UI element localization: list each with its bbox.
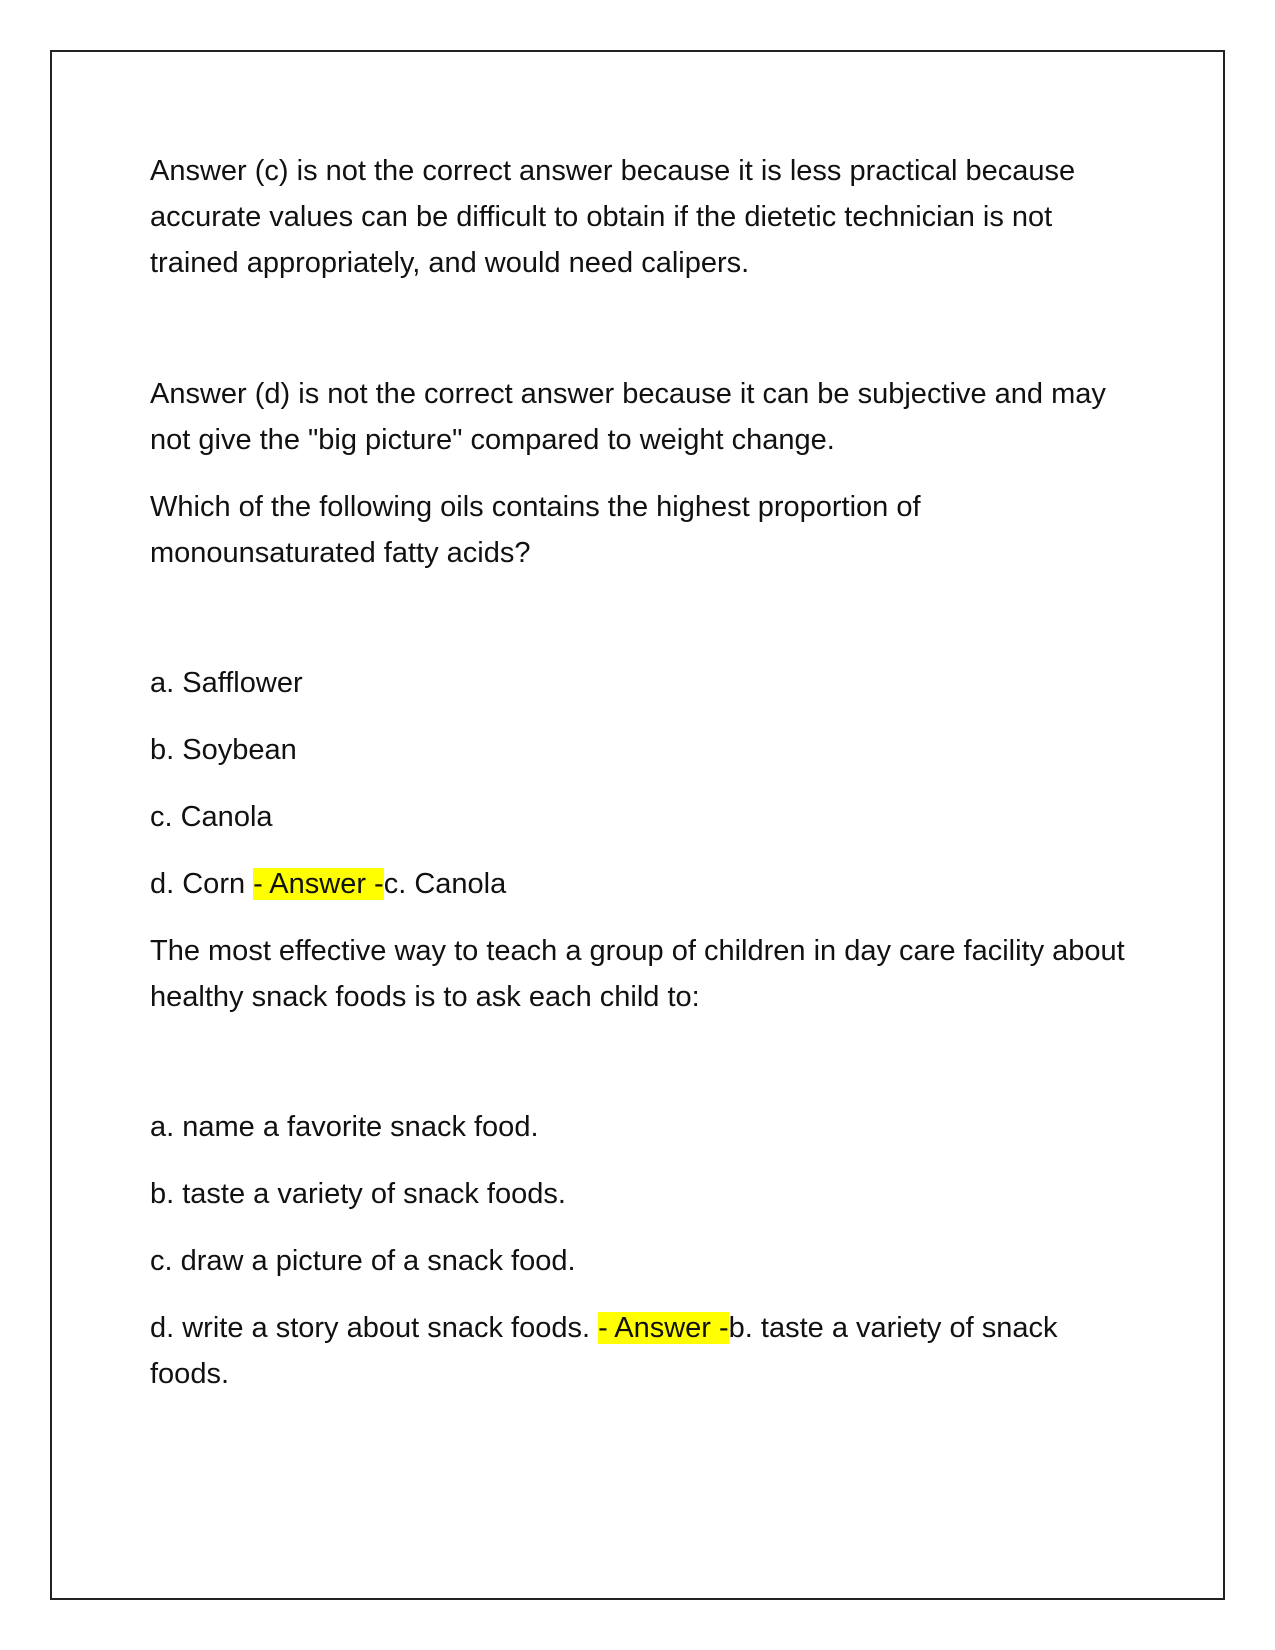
q2-option-b: b. taste a variety of snack foods. (150, 1178, 566, 1210)
explanation-c: Answer (c) is not the correct answer because it is less practical because accurate values can be difficult to obtain if the dietetic technician is not trained appropriately, and would need calipers. (150, 155, 1076, 279)
q1-answer-marker: - Answer - (253, 868, 384, 900)
q1-option-b: b. Soybean (150, 734, 297, 766)
q2-option-c: c. draw a picture of a snack food. (150, 1245, 576, 1277)
q1-option-c: c. Canola (150, 801, 273, 833)
question-2-text: The most effective way to teach a group of children in day care facility about healthy snack foods is to ask each child to: (150, 935, 1125, 1013)
question-1-text: Which of the following oils contains the highest proportion of monounsaturated fatty acids? (150, 491, 921, 569)
q1-answer: c. Canola (383, 868, 507, 900)
q2-answer-marker: - Answer - (598, 1312, 729, 1344)
q2-option-d-with-answer (150, 1305, 1130, 1397)
q2-option-d: d. write a story about snack foods. (150, 1312, 599, 1344)
q1-option-d-with-answer (150, 861, 1130, 907)
q2-answer: b. taste a variety of snack foods. (150, 1312, 1058, 1390)
q1-option-d: d. Corn (150, 868, 254, 900)
explanation-d: Answer (d) is not the correct answer because it can be subjective and may not give the "big picture" compared to weight change. (150, 378, 1106, 456)
q1-option-a: a. Safflower (150, 667, 303, 699)
document-content (150, 148, 1130, 1397)
q2-option-a: a. name a favorite snack food. (150, 1111, 539, 1143)
